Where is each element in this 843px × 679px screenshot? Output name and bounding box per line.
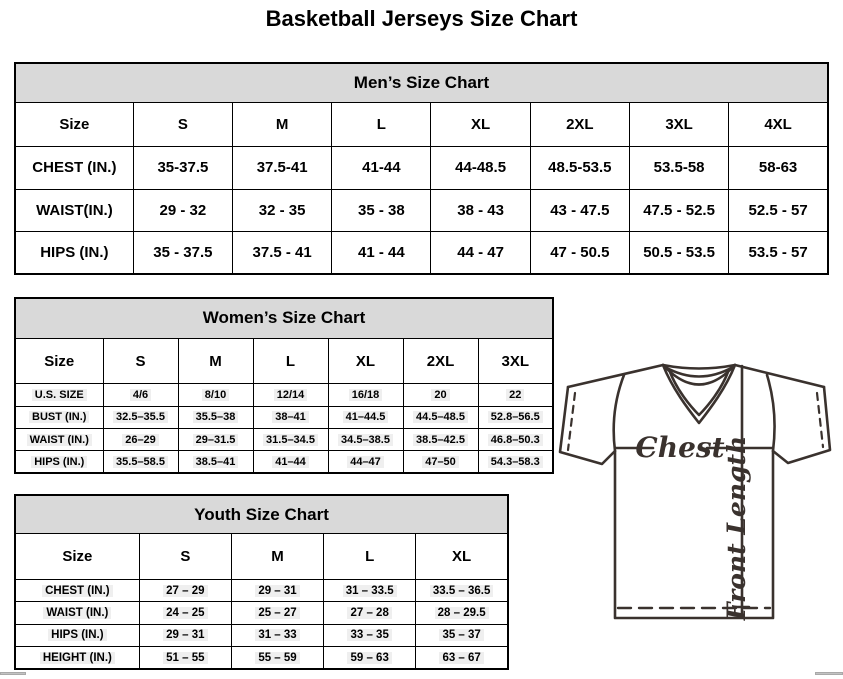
chest-label: Chest bbox=[635, 431, 725, 464]
measurement-value-cell: 27 – 28 bbox=[324, 602, 416, 624]
measurement-value-cell: 43 - 47.5 bbox=[530, 189, 629, 231]
measurement-value-cell: 41–44 bbox=[253, 451, 328, 473]
measurement-value-cell: 31 – 33.5 bbox=[324, 579, 416, 601]
measurement-row-label: WAIST (IN.) bbox=[15, 428, 103, 450]
size-table bbox=[14, 62, 829, 275]
jersey-left-shoulder-line bbox=[568, 365, 663, 387]
size-column-header: XL bbox=[416, 534, 508, 580]
measurement-value-cell: 35.5–38 bbox=[178, 406, 253, 428]
front-length-label: Front Length bbox=[722, 435, 751, 621]
measurement-row-label: BUST (IN.) bbox=[15, 406, 103, 428]
measurement-value-cell: 52.8–56.5 bbox=[478, 406, 553, 428]
measurement-value-cell: 59 – 63 bbox=[324, 647, 416, 669]
measurement-value-cell: 41–44.5 bbox=[328, 406, 403, 428]
size-column-header: 4XL bbox=[729, 102, 828, 146]
measurement-value-cell: 38.5–42.5 bbox=[403, 428, 478, 450]
size-column-header: 2XL bbox=[403, 338, 478, 384]
measurement-value-cell: 53.5-58 bbox=[629, 147, 728, 189]
size-column-label: Size bbox=[15, 338, 103, 384]
measurement-value-cell: 24 – 25 bbox=[139, 602, 231, 624]
measurement-value-cell: 52.5 - 57 bbox=[729, 189, 828, 231]
measurement-row-label: CHEST (IN.) bbox=[15, 147, 133, 189]
size-column-header: L bbox=[332, 102, 431, 146]
size-column-header: XL bbox=[328, 338, 403, 384]
measurement-value-cell: 37.5 - 41 bbox=[233, 232, 332, 274]
left-armhole-seam bbox=[614, 375, 624, 451]
measurement-value-cell: 31 – 33 bbox=[231, 624, 323, 646]
measurement-row-label: HEIGHT (IN.) bbox=[15, 647, 139, 669]
size-column-header: XL bbox=[431, 102, 530, 146]
measurement-row-label: WAIST(IN.) bbox=[15, 189, 133, 231]
size-column-header: S bbox=[133, 102, 232, 146]
youth-size-chart-table bbox=[14, 494, 509, 670]
measurement-value-cell: 25 – 27 bbox=[231, 602, 323, 624]
measurement-value-cell: 50.5 - 53.5 bbox=[629, 232, 728, 274]
size-table bbox=[14, 494, 509, 670]
measurement-value-cell: 33 – 35 bbox=[324, 624, 416, 646]
jersey-measurement-diagram bbox=[556, 356, 841, 631]
measurement-value-cell: 29 - 32 bbox=[133, 189, 232, 231]
scrollbar-fragment-right bbox=[815, 672, 843, 675]
measurement-value-cell: 35 - 37.5 bbox=[133, 232, 232, 274]
measurement-value-cell: 44–47 bbox=[328, 451, 403, 473]
measurement-value-cell: 51 – 55 bbox=[139, 647, 231, 669]
measurement-row-label: HIPS (IN.) bbox=[15, 451, 103, 473]
measurement-value-cell: 35.5–58.5 bbox=[103, 451, 178, 473]
size-column-header: L bbox=[253, 338, 328, 384]
measurement-value-cell: 35-37.5 bbox=[133, 147, 232, 189]
measurement-value-cell: 29 – 31 bbox=[139, 624, 231, 646]
jersey-right-shoulder-line bbox=[735, 365, 824, 387]
measurement-value-cell: 53.5 - 57 bbox=[729, 232, 828, 274]
measurement-value-cell: 29–31.5 bbox=[178, 428, 253, 450]
measurement-value-cell: 8/10 bbox=[178, 384, 253, 406]
size-column-label: Size bbox=[15, 102, 133, 146]
page-title: Basketball Jerseys Size Chart bbox=[265, 6, 578, 31]
table-header: Men’s Size Chart bbox=[15, 63, 828, 102]
jersey-outline-drawing bbox=[556, 356, 841, 631]
size-column-header: 2XL bbox=[530, 102, 629, 146]
table-header: Youth Size Chart bbox=[15, 495, 508, 534]
jersey-left-sleeve bbox=[560, 387, 615, 464]
measurement-value-cell: 22 bbox=[478, 384, 553, 406]
measurement-value-cell: 58-63 bbox=[729, 147, 828, 189]
measurement-row-label: HIPS (IN.) bbox=[15, 232, 133, 274]
measurement-value-cell: 44.5–48.5 bbox=[403, 406, 478, 428]
measurement-value-cell: 38 - 43 bbox=[431, 189, 530, 231]
measurement-value-cell: 20 bbox=[403, 384, 478, 406]
measurement-value-cell: 41 - 44 bbox=[332, 232, 431, 274]
measurement-value-cell: 12/14 bbox=[253, 384, 328, 406]
measurement-value-cell: 47–50 bbox=[403, 451, 478, 473]
measurement-value-cell: 4/6 bbox=[103, 384, 178, 406]
size-table bbox=[14, 297, 554, 474]
measurement-value-cell: 37.5-41 bbox=[233, 147, 332, 189]
measurement-value-cell: 63 – 67 bbox=[416, 647, 508, 669]
measurement-value-cell: 28 – 29.5 bbox=[416, 602, 508, 624]
measurement-value-cell: 16/18 bbox=[328, 384, 403, 406]
measurement-value-cell: 47.5 - 52.5 bbox=[629, 189, 728, 231]
measurement-value-cell: 48.5-53.5 bbox=[530, 147, 629, 189]
measurement-value-cell: 55 – 59 bbox=[231, 647, 323, 669]
measurement-value-cell: 38–41 bbox=[253, 406, 328, 428]
measurement-value-cell: 31.5–34.5 bbox=[253, 428, 328, 450]
measurement-row-label: WAIST (IN.) bbox=[15, 602, 139, 624]
measurement-value-cell: 35 – 37 bbox=[416, 624, 508, 646]
measurement-row-label: CHEST (IN.) bbox=[15, 579, 139, 601]
size-column-header: L bbox=[324, 534, 416, 580]
womens-size-chart-table bbox=[14, 297, 554, 474]
size-column-header: M bbox=[231, 534, 323, 580]
measurement-value-cell: 38.5–41 bbox=[178, 451, 253, 473]
measurement-value-cell: 44 - 47 bbox=[431, 232, 530, 274]
table-header: Women’s Size Chart bbox=[15, 298, 553, 338]
measurement-value-cell: 26–29 bbox=[103, 428, 178, 450]
size-column-header: S bbox=[139, 534, 231, 580]
measurement-value-cell: 34.5–38.5 bbox=[328, 428, 403, 450]
size-column-header: 3XL bbox=[478, 338, 553, 384]
measurement-value-cell: 44-48.5 bbox=[431, 147, 530, 189]
measurement-value-cell: 41-44 bbox=[332, 147, 431, 189]
measurement-value-cell: 54.3–58.3 bbox=[478, 451, 553, 473]
right-cuff-stitch-dashed-line bbox=[817, 393, 823, 447]
measurement-value-cell: 29 – 31 bbox=[231, 579, 323, 601]
measurement-value-cell: 33.5 – 36.5 bbox=[416, 579, 508, 601]
mens-size-chart-table bbox=[14, 62, 829, 275]
left-cuff-stitch-dashed-line bbox=[568, 393, 575, 450]
measurement-value-cell: 35 - 38 bbox=[332, 189, 431, 231]
size-column-header: M bbox=[233, 102, 332, 146]
size-column-label: Size bbox=[15, 534, 139, 580]
scrollbar-fragment-left bbox=[0, 672, 26, 675]
measurement-value-cell: 47 - 50.5 bbox=[530, 232, 629, 274]
size-column-header: S bbox=[103, 338, 178, 384]
measurement-row-label: U.S. SIZE bbox=[15, 384, 103, 406]
measurement-value-cell: 27 – 29 bbox=[139, 579, 231, 601]
size-column-header: M bbox=[178, 338, 253, 384]
measurement-value-cell: 32.5–35.5 bbox=[103, 406, 178, 428]
right-armhole-seam bbox=[767, 375, 775, 451]
collar-top-curve bbox=[663, 365, 735, 369]
size-column-header: 3XL bbox=[629, 102, 728, 146]
measurement-value-cell: 32 - 35 bbox=[233, 189, 332, 231]
measurement-row-label: HIPS (IN.) bbox=[15, 624, 139, 646]
measurement-value-cell: 46.8–50.3 bbox=[478, 428, 553, 450]
